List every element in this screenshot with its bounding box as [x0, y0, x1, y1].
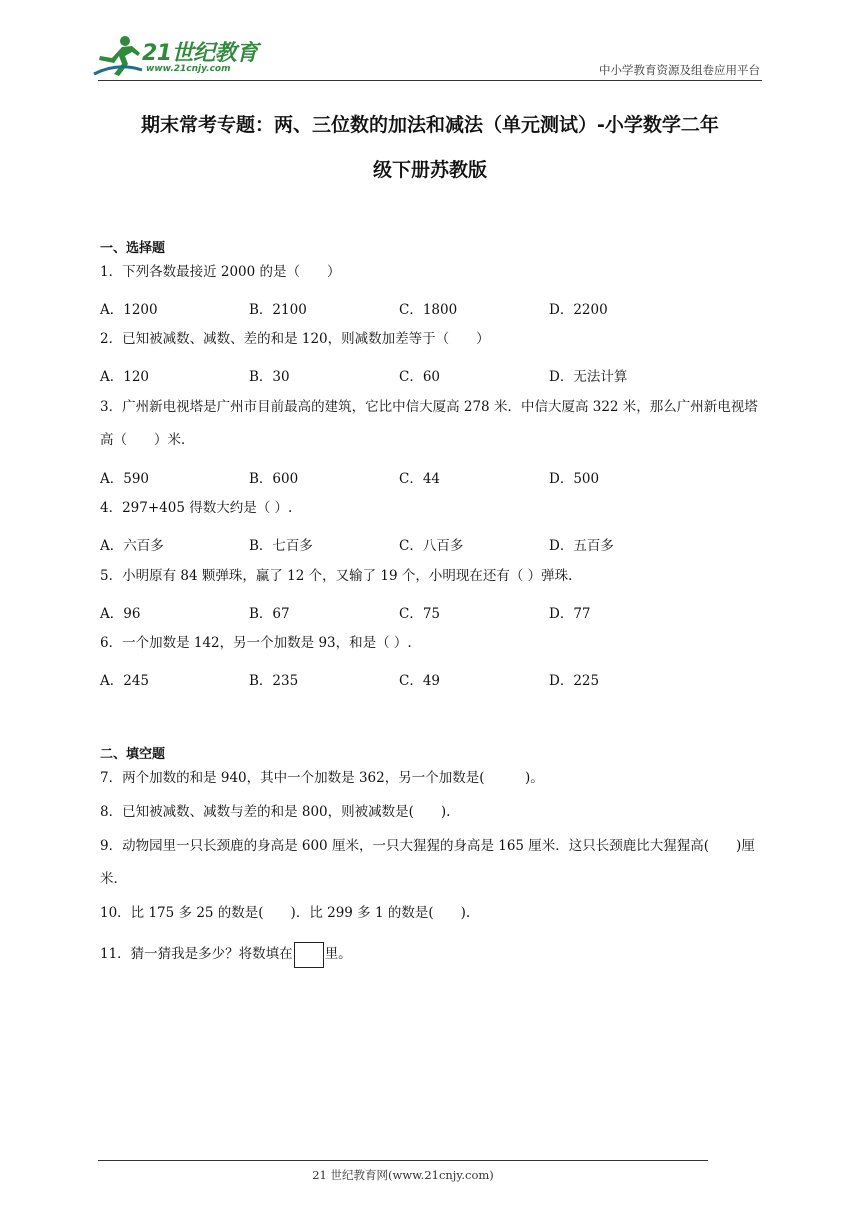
question-3-options	[100, 467, 765, 487]
question-2-options	[100, 365, 765, 385]
question-11-text-before: 11．猜一猜我是多少？将数填在	[100, 946, 293, 962]
option-b: B．30	[249, 369, 290, 385]
option-d: D．77	[549, 606, 591, 622]
option-d: D．500	[549, 471, 600, 487]
option-a: A．六百多	[100, 538, 164, 554]
question-5: 5．小明原有 84 颗弹珠，赢了 12 个，又输了 19 个，小明现在还有（ ）弹珠.	[100, 568, 573, 584]
question-9: 9．动物园里一只长颈鹿的身高是 600 厘米，一只大猩猩的身高是 165 厘米．这只长颈鹿比大猩猩高( )厘米．	[100, 838, 755, 887]
option-c: C．八百多	[399, 538, 464, 554]
question-7: 7．两个加数的和是 940，其中一个加数是 362，另一个加数是( )。	[100, 770, 544, 786]
section-heading-choice: 一、选择题	[100, 241, 166, 256]
option-c: C．75	[399, 606, 441, 622]
option-d: D．2200	[549, 302, 608, 318]
logo-text: 21世纪教育	[142, 41, 258, 66]
option-c: C．1800	[399, 302, 458, 318]
footer-divider	[98, 1160, 708, 1161]
option-a: A．120	[100, 369, 150, 385]
question-2: 2．已知被减数、减数、差的和是 120，则减数加差等于（ ）	[100, 331, 490, 347]
option-a: A．245	[100, 673, 150, 689]
option-d: D．无法计算	[549, 369, 628, 385]
option-b: B．七百多	[249, 538, 313, 554]
question-6-options	[100, 669, 765, 689]
option-c: C．49	[399, 673, 441, 689]
runner-logo-icon	[92, 34, 144, 78]
logo	[92, 34, 262, 78]
question-4: 4．297+405 得数大约是（ ）.	[100, 500, 293, 516]
option-b: B．2100	[249, 302, 307, 318]
question-8: 8．已知被减数、减数与差的和是 800，则被减数是( ).	[100, 804, 451, 820]
question-1: 1．下列各数最接近 2000 的是（ ）	[100, 264, 341, 280]
option-d: D．五百多	[549, 538, 614, 554]
question-11	[100, 938, 765, 971]
option-b: B．67	[249, 606, 290, 622]
document-title-line-1: 期末常考专题：两、三位数的加法和减法（单元测试）-小学数学二年	[141, 114, 719, 136]
question-4-options	[100, 534, 765, 554]
header-divider	[98, 80, 762, 81]
question-5-options	[100, 602, 765, 622]
question-11-text-after: 里。	[324, 946, 352, 962]
option-c: C．60	[399, 369, 441, 385]
option-d: D．225	[549, 673, 600, 689]
document-title-line-2: 级下册苏教版	[372, 159, 487, 181]
logo-url: www.21cnjy.com	[146, 64, 231, 74]
option-a: A．590	[100, 471, 150, 487]
option-c: C．44	[399, 471, 441, 487]
question-10: 10．比 175 多 25 的数是( )．比 299 多 1 的数是( ).	[100, 905, 471, 921]
header-platform-text: 中小学教育资源及组卷应用平台	[599, 63, 760, 77]
answer-box[interactable]	[294, 942, 324, 968]
option-a: A．1200	[100, 302, 158, 318]
option-a: A．96	[100, 606, 141, 622]
option-b: B．235	[249, 673, 299, 689]
question-3: 3．广州新电视塔是广州市目前最高的建筑，它比中信大厦高 278 米．中信大厦高 322 米，那么广州新电视塔高（ ）米．	[100, 399, 758, 448]
question-1-options	[100, 298, 765, 318]
question-6: 6．一个加数是 142，另一个加数是 93，和是（ ）.	[100, 635, 412, 651]
footer-text: 21 世纪教育网(www.21cnjy.com)	[312, 1168, 494, 1182]
section-heading-fill-in: 二、填空题	[100, 747, 166, 762]
option-b: B．600	[249, 471, 299, 487]
